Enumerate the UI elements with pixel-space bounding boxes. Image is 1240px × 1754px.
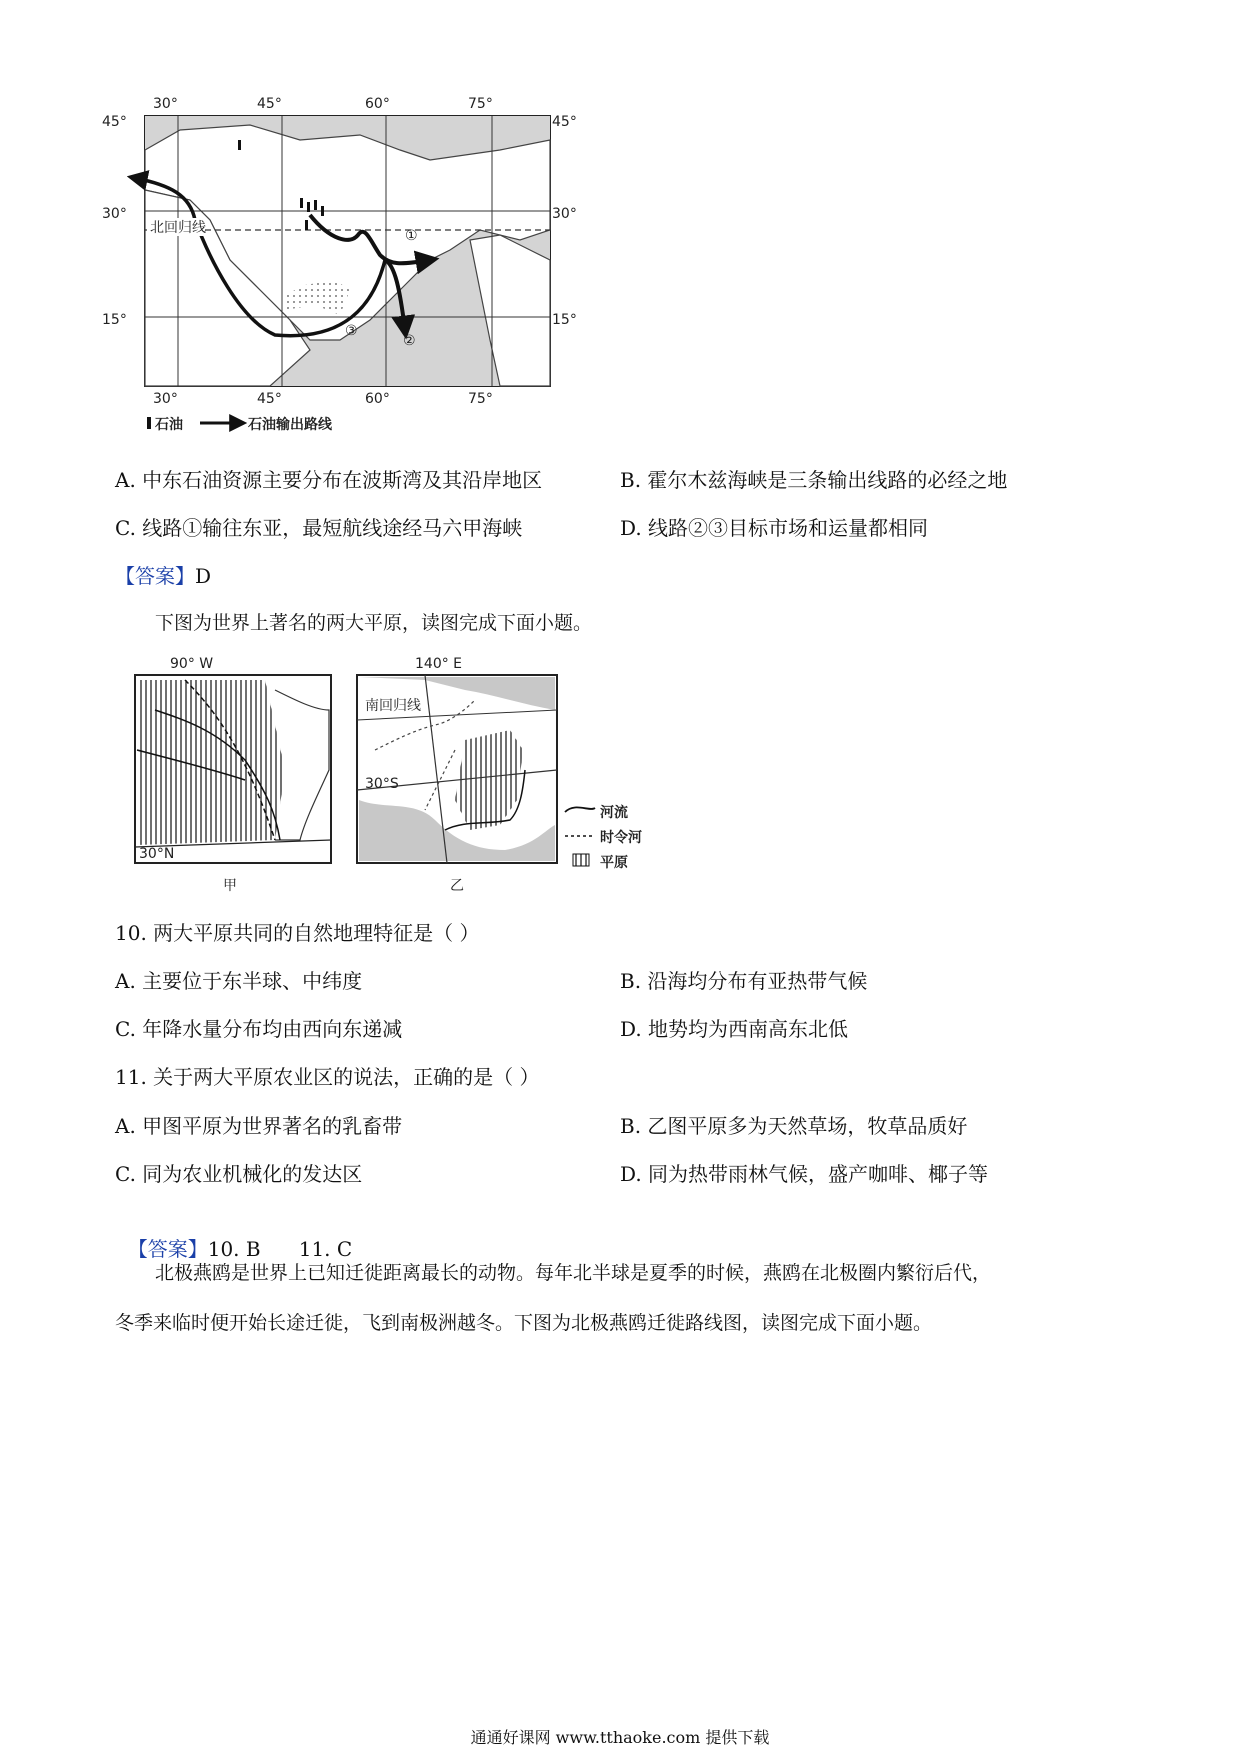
legend-river: 河流	[600, 805, 628, 821]
legend-seasonal-river: 时令河	[600, 830, 642, 846]
intro-tern-line2: 冬季来临时便开始长途迁徙，飞到南极洲越冬。下图为北极燕鸥迁徙路线图，读图完成下面小题。	[115, 1312, 933, 1334]
two-plains-map	[125, 650, 685, 900]
oil-map-svg	[100, 90, 580, 440]
oil-legend-icon	[147, 417, 151, 429]
lon-bottom-60: 60°	[365, 391, 390, 407]
q11-stem: 11. 关于两大平原农业区的说法，正确的是（ ）	[115, 1065, 540, 1089]
lon-top-75: 75°	[468, 96, 493, 112]
lon-top-60: 60°	[365, 96, 390, 112]
river-legend-icon	[565, 807, 595, 812]
lon-top-30: 30°	[153, 96, 178, 112]
lon-top-45: 45°	[257, 96, 282, 112]
answer-label: 【答案】	[115, 564, 195, 588]
q11-option-b: B. 乙图平原多为天然草场，牧草品质好	[620, 1114, 968, 1138]
yi-tropic-label: 南回归线	[365, 698, 421, 714]
route-marker-1: ①	[405, 228, 418, 244]
q10-option-b: B. 沿海均分布有亚热带气候	[620, 969, 868, 993]
intro-tern-line1: 北极燕鸥是世界上已知迁徙距离最长的动物。每年北半球是夏季的时候，燕鸥在北极圈内繁衍后代，	[155, 1262, 992, 1284]
q10-stem: 10. 两大平原共同的自然地理特征是（ ）	[115, 921, 480, 945]
tropic-label: 北回归线	[150, 220, 206, 236]
answer-9	[115, 563, 211, 589]
route-marker-2: ②	[403, 333, 416, 349]
lat-right-30: 30°	[552, 206, 577, 222]
answer-value: 10. B 11. C	[207, 1237, 353, 1261]
answer-10-11	[115, 1210, 352, 1262]
lat-right-15: 15°	[552, 312, 577, 328]
middle-east-oil-map	[100, 90, 580, 440]
lat-right-45: 45°	[552, 114, 577, 130]
lon-bottom-30: 30°	[153, 391, 178, 407]
q10-option-c: C. 年降水量分布均由西向东递减	[115, 1017, 403, 1041]
jia-lat-label: 30°N	[139, 846, 175, 862]
q11-option-a: A. 甲图平原为世界著名的乳畜带	[115, 1114, 403, 1138]
answer-label: 【答案】	[127, 1237, 208, 1261]
q9-option-c: C. 线路①输往东亚，最短航线途经马六甲海峡	[115, 516, 523, 540]
lon-bottom-45: 45°	[257, 391, 282, 407]
plain-legend-icon	[573, 854, 589, 866]
answer-value: D	[195, 564, 212, 588]
page-footer: 通通好课网 www.tthaoke.com 提供下载	[470, 1728, 770, 1747]
plains-map-svg	[125, 650, 685, 900]
q9-option-a: A. 中东石油资源主要分布在波斯湾及其沿岸地区	[115, 468, 543, 492]
q10-option-a: A. 主要位于东半球、中纬度	[115, 969, 363, 993]
lat-left-30: 30°	[102, 206, 127, 222]
q10-option-d: D. 地势均为西南高东北低	[620, 1017, 849, 1041]
jia-caption: 甲	[223, 878, 237, 894]
lat-left-15: 15°	[102, 312, 127, 328]
legend-plain: 平原	[600, 855, 628, 871]
intro-plains: 下图为世界上著名的两大平原，读图完成下面小题。	[155, 612, 593, 634]
q9-option-d: D. 线路②③目标市场和运量都相同	[620, 516, 929, 540]
legend-oil: 石油	[155, 417, 183, 433]
route-marker-3: ③	[345, 323, 358, 339]
q9-option-b: B. 霍尔木兹海峡是三条输出线路的必经之地	[620, 468, 1008, 492]
q11-option-d: D. 同为热带雨林气候，盛产咖啡、椰子等	[620, 1162, 989, 1186]
lon-bottom-75: 75°	[468, 391, 493, 407]
yi-caption: 乙	[450, 878, 464, 894]
jia-lon-label: 90° W	[170, 656, 214, 672]
q11-option-c: C. 同为农业机械化的发达区	[115, 1162, 363, 1186]
yi-lon-label: 140° E	[415, 656, 463, 672]
lat-left-45: 45°	[102, 114, 127, 130]
yi-lat-label: 30°S	[365, 776, 399, 792]
legend-route: 石油输出路线	[248, 417, 332, 433]
